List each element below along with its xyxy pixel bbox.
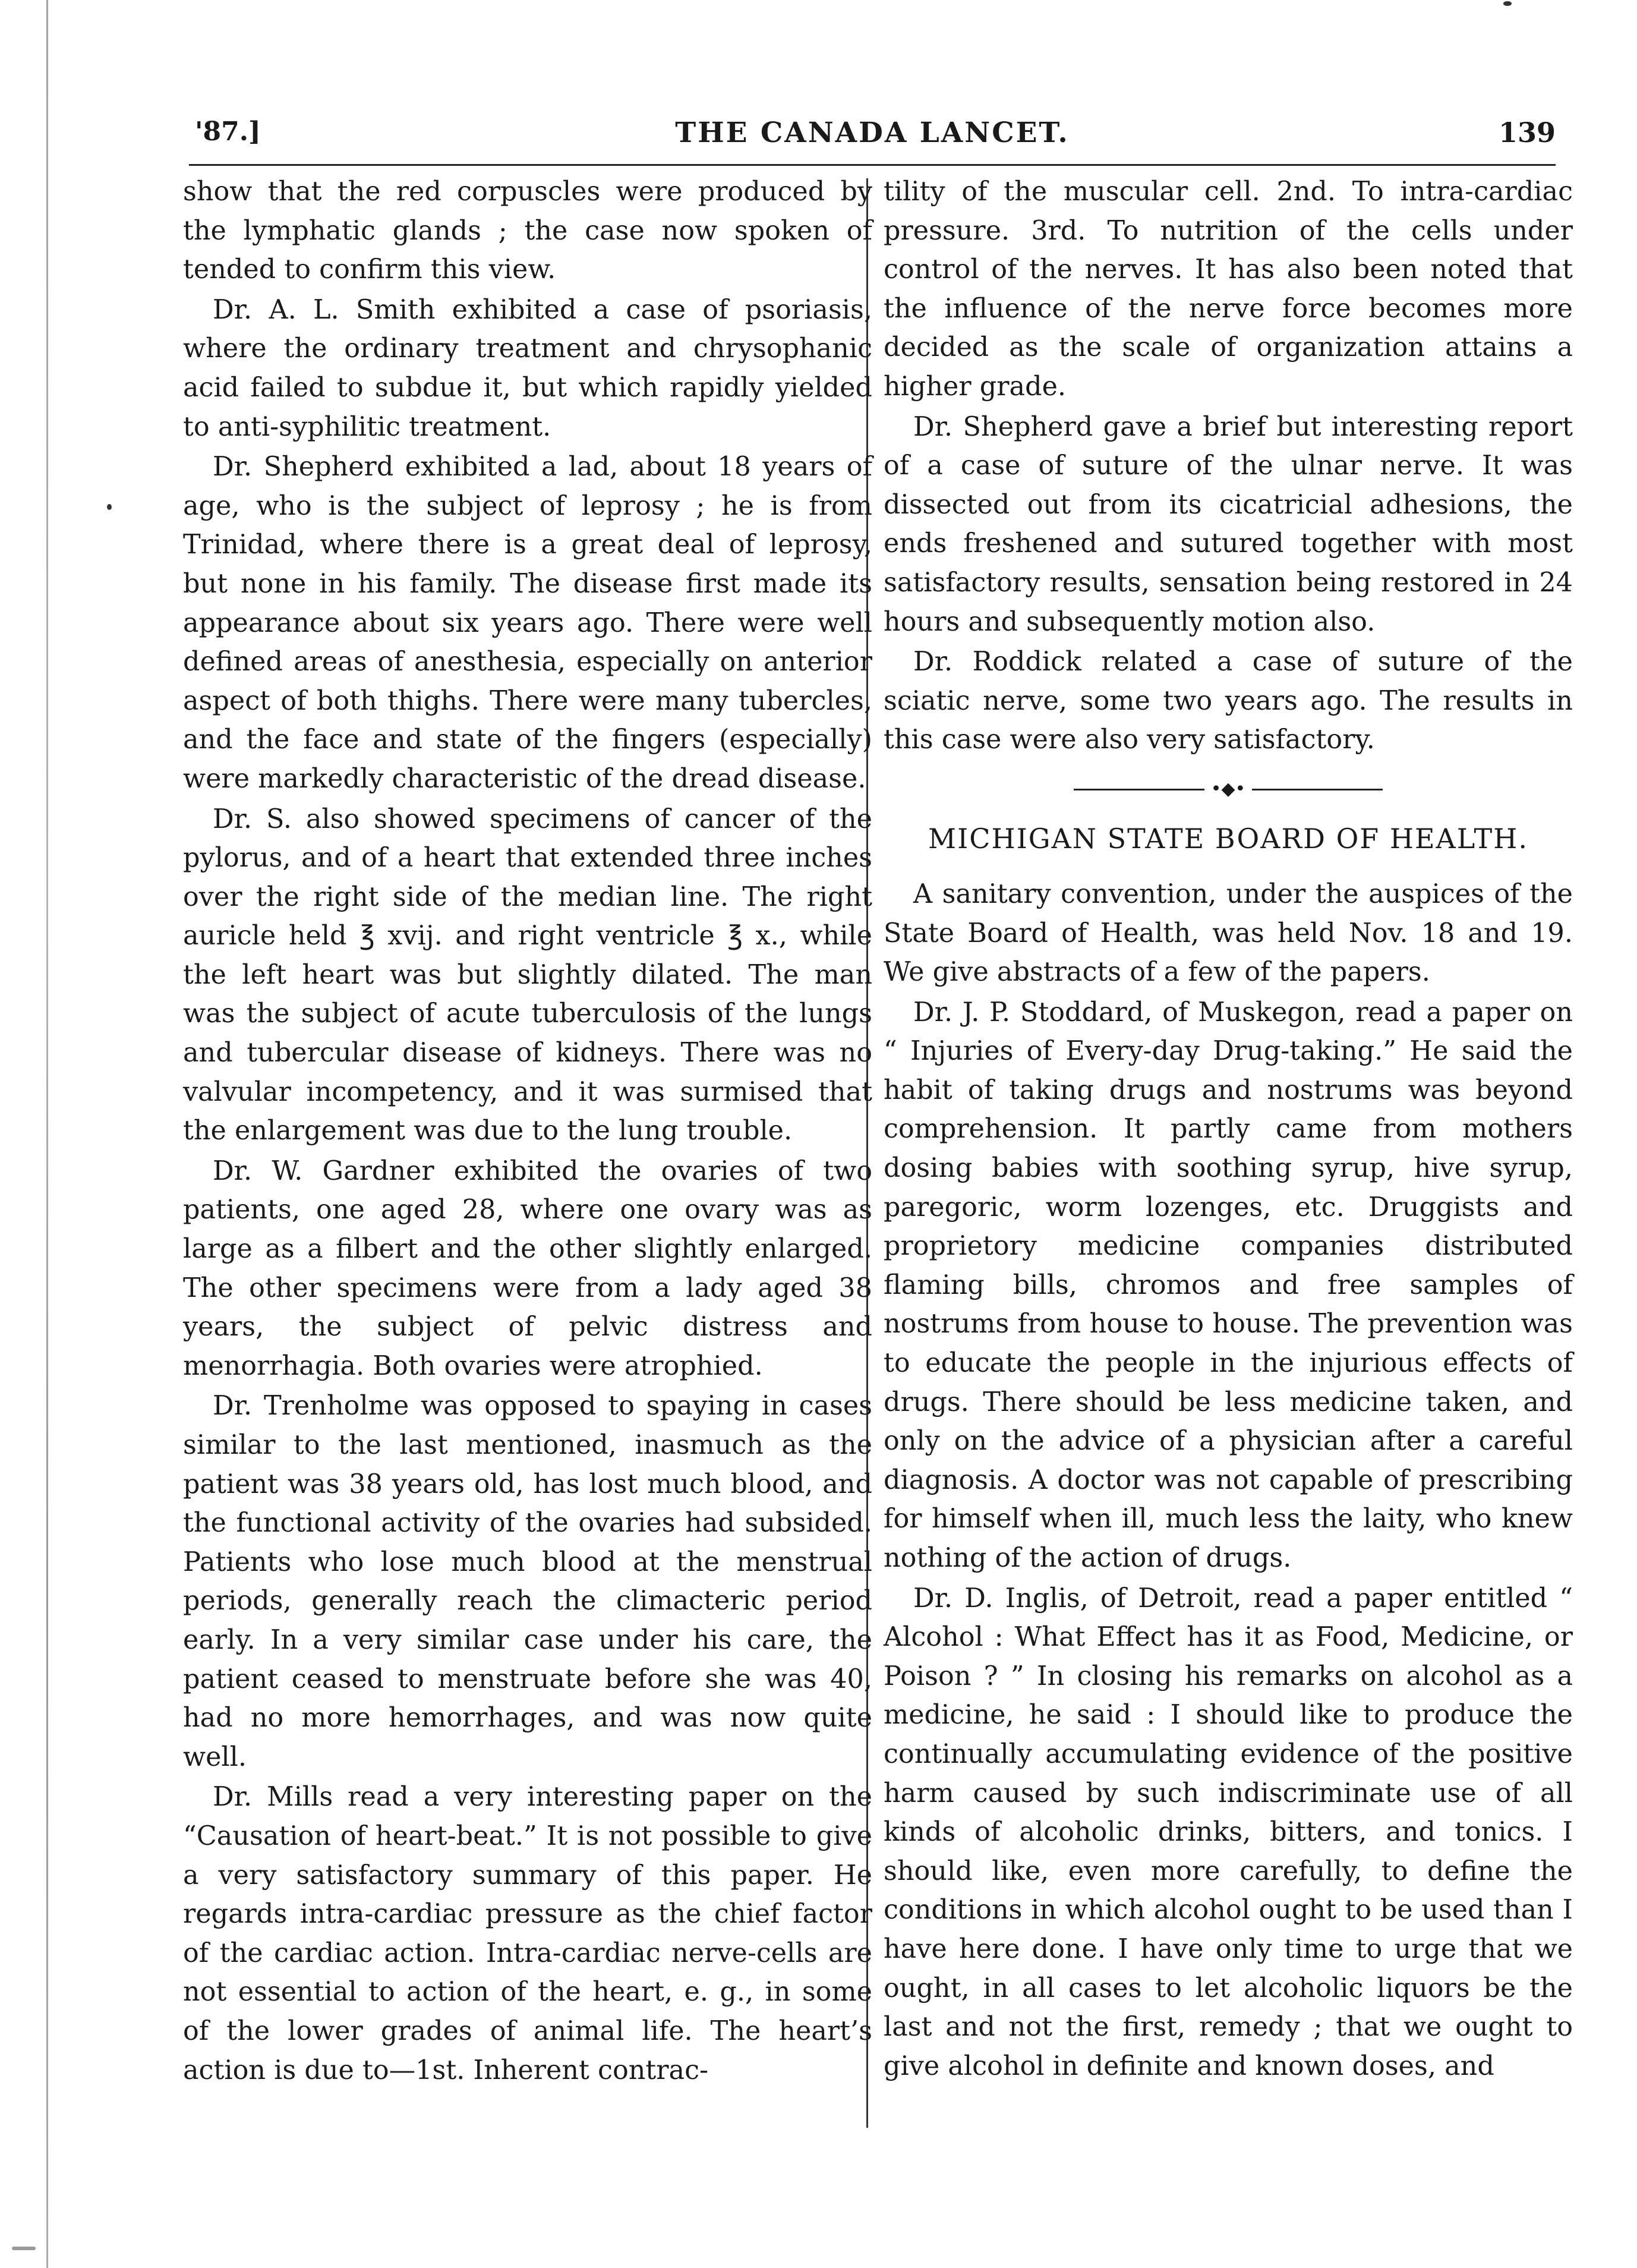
paragraph: Dr. J. P. Stoddard, of Muskegon, read a paper on “ Injuries of Every-day Drug-taking.” He said the habit of taking drugs and nostrums was beyond comprehension. It partly came from mothers dosing babies with soothing syrup, hive syrup, paregoric, worm lozenges, etc. Druggists and proprietory medicine companies distributed flaming bills, chromos and free samples of nostrums from house to house. The prevention was to educate the people in the injurious effects of drugs. There should be less medicine taken, and only on the advice of a physician after a careful diagnosis. A doctor was not capable of prescribing for himself when ill, much less the laity, who knew nothing of the action of drugs. [884, 997, 1573, 1573]
scan-speck [107, 504, 112, 510]
ornament-line-left [1074, 789, 1204, 790]
paragraph: Dr. Mills read a very interesting paper on the “Causation of heart-beat.” It is not possible to give a very satisfactory summary of this paper. He regards intra-cardiac pressure as the chief factor of the cardiac action. Intra-cardiac nerve-cells are not essential to action of the heart, e. g., in some of the lower grades of animal life. The heart’s action is due to—1st. Inherent contrac- [183, 1782, 872, 2086]
paragraph: tility of the muscular cell. 2nd. To intra-cardiac pressure. 3rd. To nutrition of the cells under control of the nerves. It has also been noted that the influence of the nerve force becomes more decided as the scale of organization attains a higher grade. [884, 177, 1573, 402]
running-header [189, 116, 1556, 164]
paragraph: Dr. W. Gardner exhibited the ovaries of two patients, one aged 28, where one ovary was as large as a filbert and the other slightly enlarged. The other specimens were from a lady aged 38 years, the subject of pelvic distress and menorrhagia. Both ovaries were atrophied. [183, 1155, 872, 1381]
paragraph: Dr. S. also showed specimens of cancer of the pylorus, and of a heart that extended three inches over the right side of the median line. The right auricle held ℥ xvij. and right ventricle ℥ x., while the left heart was but slightly dilated. The man was the subject of acute tuberculosis of the lungs and tubercular disease of kidneys. There was no valvular incompetency, and it was surmised that the enlargement was due to the lung trouble. [183, 804, 872, 1146]
page-number: 139 [1498, 116, 1556, 149]
section-divider-ornament [1074, 778, 1383, 799]
paragraph: Dr. A. L. Smith exhibited a case of psoriasis, where the ordinary treatment and chrysophanic acid failed to subdue it, but which rapidly yielded to anti-syphilitic treatment. [183, 294, 872, 442]
ornament-line-right [1252, 789, 1383, 790]
paragraph: Dr. Roddick related a case of suture of the sciatic nerve, some two years ago. The results in this case were also very satisfactory. [884, 647, 1573, 755]
scan-speck [12, 2247, 36, 2250]
right-column [884, 172, 1573, 2087]
section-heading: MICHIGAN STATE BOARD OF HEALTH. [928, 822, 1528, 855]
header-year: '87.] [195, 116, 261, 147]
paragraph: show that the red corpuscles were produced by the lymphatic glands ; the case now spoken of tended to confirm this view. [183, 177, 872, 285]
ornament-dots-icon: •◆• [1210, 778, 1246, 799]
scan-speck [1503, 1, 1512, 6]
paragraph: A sanitary convention, under the auspices of the State Board of Health, was held Nov. 18 and 19. We give abstracts of a few of the papers. [884, 878, 1573, 988]
header-rule [189, 164, 1556, 166]
left-column [183, 172, 872, 2091]
paragraph: Dr. Shepherd gave a brief but interesting report of a case of suture of the ulnar nerve. It was dissected out from its cicatricial adhesions, the ends freshened and sutured together with most satisfactory results, sensation being restored in 24 hours and subsequently motion also. [884, 411, 1573, 637]
paragraph: Dr. Shepherd exhibited a lad, about 18 years of age, who is the subject of leprosy ; he is from Trinidad, where there is a great deal of leprosy, but none in his family. The disease first made its appearance about six years ago. There were well defined areas of anesthesia, especially on anterior aspect of both thighs. There were many tubercles, and the face and state of the fingers (especially) were markedly characteristic of the dread disease. [183, 452, 872, 794]
paragraph: Dr. D. Inglis, of Detroit, read a paper entitled “ Alcohol : What Effect has it as Food, Medicine, or Poison ? ” In closing his remarks on alcohol as a medicine, he said : I should like to produce the continually accumulating evidence of the positive harm caused by such indiscriminate use of all kinds of alcoholic drinks, bitters, and tonics. I should like, even more carefully, to define the conditions in which alcohol ought to be used than I have here done. I have only time to urge that we ought, in all cases to let alcoholic liquors be the last and not the first, remedy ; that we ought to give alcohol in definite and known doses, and [884, 1583, 1573, 2081]
scan-binding-edge [46, 0, 48, 2268]
journal-title: THE CANADA LANCET. [675, 116, 1070, 149]
paragraph: Dr. Trenholme was opposed to spaying in cases similar to the last mentioned, inasmuch as the patient was 38 years old, has lost much blood, and the functional activity of the ovaries had subsided. Patients who lose much blood at the menstrual periods, generally reach the climacteric period early. In a very similar case under his care, the patient ceased to menstruate before she was 40, had no more hemorrhages, and was now quite well. [183, 1391, 872, 1772]
